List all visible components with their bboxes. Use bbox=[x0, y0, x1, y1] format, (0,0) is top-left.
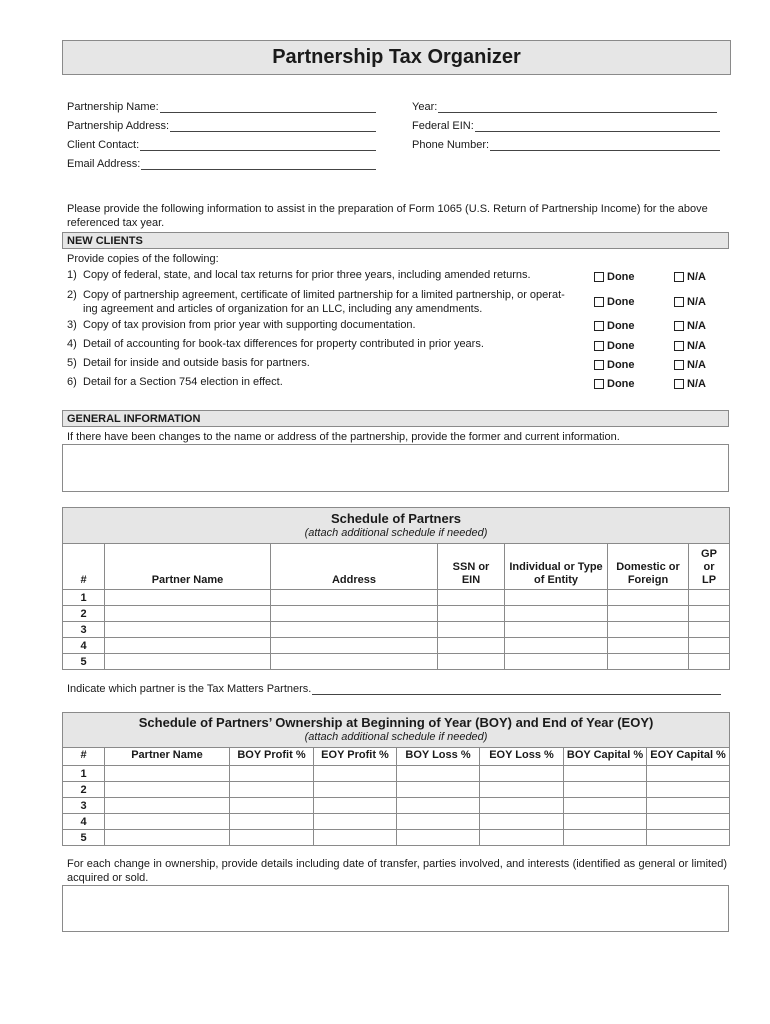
done-label: Done bbox=[607, 296, 635, 308]
cell[interactable] bbox=[397, 782, 480, 798]
col-eoy-loss: EOY Loss % bbox=[480, 748, 564, 766]
checkbox-box[interactable] bbox=[594, 321, 604, 331]
cell[interactable] bbox=[271, 638, 438, 654]
col-gp-lp: GP or LP bbox=[689, 544, 730, 590]
federal-ein-line[interactable] bbox=[475, 120, 720, 132]
cell[interactable] bbox=[271, 622, 438, 638]
checkbox-box[interactable] bbox=[594, 379, 604, 389]
list-item bbox=[67, 337, 484, 351]
email-address-line[interactable] bbox=[141, 158, 376, 170]
item-number: 6) bbox=[67, 376, 77, 388]
cell[interactable] bbox=[608, 622, 689, 638]
col-eoy-profit: EOY Profit % bbox=[314, 748, 397, 766]
cell[interactable] bbox=[105, 830, 230, 846]
cell[interactable] bbox=[230, 814, 314, 830]
cell[interactable] bbox=[608, 654, 689, 670]
item-text: Detail for inside and outside basis for partners. bbox=[83, 357, 310, 369]
general-info-textarea[interactable] bbox=[62, 444, 729, 492]
cell[interactable] bbox=[689, 638, 730, 654]
year-field[interactable] bbox=[412, 99, 717, 113]
checkbox-box[interactable] bbox=[674, 341, 684, 351]
item-text: Copy of partnership agreement, certificate of limited partnership for a limited partnership, or operat- bbox=[83, 289, 565, 301]
col-partner-name: Partner Name bbox=[105, 544, 271, 590]
na-label: N/A bbox=[687, 378, 706, 390]
row-number: 2 bbox=[63, 606, 105, 622]
na-checkbox-4[interactable] bbox=[674, 340, 706, 352]
checkbox-box[interactable] bbox=[674, 297, 684, 307]
checkbox-box[interactable] bbox=[674, 360, 684, 370]
cell[interactable] bbox=[314, 814, 397, 830]
cell[interactable] bbox=[647, 814, 730, 830]
cell[interactable] bbox=[230, 798, 314, 814]
cell[interactable] bbox=[230, 830, 314, 846]
na-label: N/A bbox=[687, 359, 706, 371]
partnership-name-field[interactable] bbox=[67, 99, 376, 113]
client-contact-field[interactable] bbox=[67, 137, 376, 151]
phone-number-line[interactable] bbox=[490, 139, 720, 151]
partnership-address-label: Partnership Address: bbox=[67, 120, 170, 132]
cell[interactable] bbox=[105, 782, 230, 798]
tax-matters-line[interactable] bbox=[312, 683, 721, 695]
row-number: 1 bbox=[63, 590, 105, 606]
cell[interactable] bbox=[505, 590, 608, 606]
federal-ein-field[interactable] bbox=[412, 118, 720, 132]
cell[interactable] bbox=[505, 654, 608, 670]
checkbox-box[interactable] bbox=[674, 379, 684, 389]
list-item bbox=[67, 356, 310, 370]
cell[interactable] bbox=[230, 766, 314, 782]
phone-number-label: Phone Number: bbox=[412, 139, 490, 151]
checkbox-box[interactable] bbox=[594, 272, 604, 282]
cell[interactable] bbox=[314, 798, 397, 814]
col-boy-loss: BOY Loss % bbox=[397, 748, 480, 766]
list-item bbox=[67, 318, 416, 332]
intro-text: Please provide the following information to assist in the preparation of Form 1065 (U.S. Return of Partnership Income) for the above referenced tax year. bbox=[67, 203, 708, 229]
table-row bbox=[63, 654, 730, 670]
row-number: 5 bbox=[63, 830, 105, 846]
checkbox-box[interactable] bbox=[674, 272, 684, 282]
cell[interactable] bbox=[480, 814, 564, 830]
table-row bbox=[63, 766, 730, 782]
na-checkbox-6[interactable] bbox=[674, 378, 706, 390]
col-num: # bbox=[63, 748, 105, 766]
item-number: 4) bbox=[67, 338, 77, 350]
row-number: 2 bbox=[63, 782, 105, 798]
cell[interactable] bbox=[647, 798, 730, 814]
item-text: Copy of tax provision from prior year with supporting documentation. bbox=[83, 319, 416, 331]
item-text: Copy of federal, state, and local tax returns for prior three years, including amended returns. bbox=[83, 269, 531, 281]
na-checkbox-2[interactable] bbox=[674, 296, 706, 308]
cell[interactable] bbox=[105, 638, 271, 654]
schedule-ownership-title: Schedule of Partners’ Ownership at Beginning of Year (BOY) and End of Year (EOY) bbox=[138, 715, 654, 730]
col-boy-profit: BOY Profit % bbox=[230, 748, 314, 766]
cell[interactable] bbox=[105, 766, 230, 782]
ownership-change-textarea[interactable] bbox=[62, 885, 729, 932]
page-title: Partnership Tax Organizer bbox=[62, 40, 731, 75]
done-label: Done bbox=[607, 378, 635, 390]
row-number: 1 bbox=[63, 766, 105, 782]
table-row bbox=[63, 798, 730, 814]
row-number: 3 bbox=[63, 622, 105, 638]
cell[interactable] bbox=[397, 766, 480, 782]
cell[interactable] bbox=[105, 622, 271, 638]
col-eoy-capital: EOY Capital % bbox=[647, 748, 730, 766]
cell[interactable] bbox=[647, 782, 730, 798]
year-label: Year: bbox=[412, 101, 438, 113]
na-checkbox-5[interactable] bbox=[674, 359, 706, 371]
schedule-ownership-subtitle: (attach additional schedule if needed) bbox=[304, 731, 488, 743]
cell[interactable] bbox=[689, 654, 730, 670]
cell[interactable] bbox=[564, 782, 647, 798]
partnership-address-line[interactable] bbox=[170, 120, 376, 132]
done-label: Done bbox=[607, 320, 635, 332]
table-row bbox=[63, 814, 730, 830]
item-number: 3) bbox=[67, 319, 77, 331]
table-row bbox=[63, 782, 730, 798]
done-checkbox-2[interactable] bbox=[594, 296, 635, 308]
cell[interactable] bbox=[480, 830, 564, 846]
done-checkbox-3[interactable] bbox=[594, 320, 635, 332]
new-clients-heading: NEW CLIENTS bbox=[62, 232, 729, 249]
cell[interactable] bbox=[647, 830, 730, 846]
na-label: N/A bbox=[687, 271, 706, 283]
cell[interactable] bbox=[564, 814, 647, 830]
col-num: # bbox=[63, 544, 105, 590]
cell[interactable] bbox=[689, 590, 730, 606]
schedule-partners-title: Schedule of Partners bbox=[330, 510, 462, 526]
schedule-ownership-table bbox=[62, 712, 730, 846]
cell[interactable] bbox=[230, 782, 314, 798]
cell[interactable] bbox=[314, 766, 397, 782]
row-number: 4 bbox=[63, 814, 105, 830]
col-domestic: Domestic or Foreign bbox=[608, 544, 689, 590]
cell[interactable] bbox=[608, 590, 689, 606]
schedule-partners-header bbox=[63, 508, 730, 544]
general-info-text: If there have been changes to the name or address of the partnership, provide the former and current information. bbox=[67, 431, 620, 443]
federal-ein-label: Federal EIN: bbox=[412, 120, 474, 132]
row-number: 5 bbox=[63, 654, 105, 670]
col-address: Address bbox=[271, 544, 438, 590]
na-label: N/A bbox=[687, 340, 706, 352]
cell[interactable] bbox=[480, 782, 564, 798]
phone-number-field[interactable] bbox=[412, 137, 720, 151]
tax-matters-label: Indicate which partner is the Tax Matters Partners. bbox=[67, 683, 312, 695]
ownership-change-text: For each change in ownership, provide details including date of transfer, parties involved, and interests (identified as general or limited) acquired or sold. bbox=[67, 858, 727, 884]
cell[interactable] bbox=[271, 606, 438, 622]
cell[interactable] bbox=[105, 590, 271, 606]
item-number: 5) bbox=[67, 357, 77, 369]
cell[interactable] bbox=[564, 766, 647, 782]
na-label: N/A bbox=[687, 296, 706, 308]
col-ssn: SSN or EIN bbox=[438, 544, 505, 590]
table-row bbox=[63, 590, 730, 606]
cell[interactable] bbox=[397, 830, 480, 846]
na-checkbox-3[interactable] bbox=[674, 320, 706, 332]
cell[interactable] bbox=[689, 622, 730, 638]
tax-matters-field[interactable] bbox=[67, 681, 721, 695]
done-checkbox-5[interactable] bbox=[594, 359, 635, 371]
cell[interactable] bbox=[647, 766, 730, 782]
list-item bbox=[67, 288, 577, 316]
cell[interactable] bbox=[689, 606, 730, 622]
cell[interactable] bbox=[397, 798, 480, 814]
done-checkbox-6[interactable] bbox=[594, 378, 635, 390]
cell[interactable] bbox=[105, 606, 271, 622]
done-label: Done bbox=[607, 340, 635, 352]
table-row bbox=[63, 622, 730, 638]
cell[interactable] bbox=[438, 622, 505, 638]
cell[interactable] bbox=[480, 766, 564, 782]
email-address-field[interactable] bbox=[67, 156, 376, 170]
cell[interactable] bbox=[564, 830, 647, 846]
table-row bbox=[63, 606, 730, 622]
partnership-name-label: Partnership Name: bbox=[67, 101, 159, 113]
done-label: Done bbox=[607, 359, 635, 371]
item-text: Detail of accounting for book-tax differences for property contributed in prior years. bbox=[83, 338, 484, 350]
cell[interactable] bbox=[608, 606, 689, 622]
client-contact-line[interactable] bbox=[140, 139, 376, 151]
cell[interactable] bbox=[438, 638, 505, 654]
cell[interactable] bbox=[505, 606, 608, 622]
schedule-of-partners-table bbox=[62, 507, 730, 670]
cell[interactable] bbox=[105, 798, 230, 814]
item-text: Detail for a Section 754 election in effect. bbox=[83, 376, 283, 388]
cell[interactable] bbox=[314, 830, 397, 846]
col-boy-capital: BOY Capital % bbox=[564, 748, 647, 766]
checkbox-box[interactable] bbox=[594, 297, 604, 307]
item-text-cont: ing agreement and articles of organization for an LLC, including any amendments. bbox=[83, 303, 483, 315]
list-item bbox=[67, 268, 531, 282]
cell[interactable] bbox=[608, 638, 689, 654]
done-checkbox-4[interactable] bbox=[594, 340, 635, 352]
new-clients-lead: Provide copies of the following: bbox=[67, 253, 219, 265]
col-partner-name: Partner Name bbox=[105, 748, 230, 766]
general-info-heading: GENERAL INFORMATION bbox=[62, 410, 729, 427]
client-contact-label: Client Contact: bbox=[67, 139, 140, 151]
cell[interactable] bbox=[438, 590, 505, 606]
cell[interactable] bbox=[564, 798, 647, 814]
cell[interactable] bbox=[438, 654, 505, 670]
cell[interactable] bbox=[105, 814, 230, 830]
checkbox-box[interactable] bbox=[674, 321, 684, 331]
year-line[interactable] bbox=[438, 101, 717, 113]
cell[interactable] bbox=[271, 654, 438, 670]
na-checkbox-1[interactable] bbox=[674, 271, 706, 283]
checkbox-box[interactable] bbox=[594, 360, 604, 370]
schedule-ownership-header bbox=[63, 713, 730, 748]
item-number: 2) bbox=[67, 289, 77, 301]
na-label: N/A bbox=[687, 320, 706, 332]
email-address-label: Email Address: bbox=[67, 158, 141, 170]
cell[interactable] bbox=[438, 606, 505, 622]
row-number: 4 bbox=[63, 638, 105, 654]
table-row bbox=[63, 830, 730, 846]
done-checkbox-1[interactable] bbox=[594, 271, 635, 283]
table-row bbox=[63, 638, 730, 654]
cell[interactable] bbox=[271, 590, 438, 606]
done-label: Done bbox=[607, 271, 635, 283]
cell[interactable] bbox=[105, 654, 271, 670]
cell[interactable] bbox=[505, 638, 608, 654]
partnership-name-line[interactable] bbox=[160, 101, 376, 113]
list-item bbox=[67, 375, 283, 389]
cell[interactable] bbox=[505, 622, 608, 638]
schedule-partners-subtitle: (attach additional schedule if needed) bbox=[304, 526, 488, 539]
cell[interactable] bbox=[314, 782, 397, 798]
row-number: 3 bbox=[63, 798, 105, 814]
item-number: 1) bbox=[67, 269, 77, 281]
partnership-address-field[interactable] bbox=[67, 118, 376, 132]
cell[interactable] bbox=[397, 814, 480, 830]
checkbox-box[interactable] bbox=[594, 341, 604, 351]
cell[interactable] bbox=[480, 798, 564, 814]
col-entity-type: Individual or Type of Entity bbox=[505, 544, 608, 590]
